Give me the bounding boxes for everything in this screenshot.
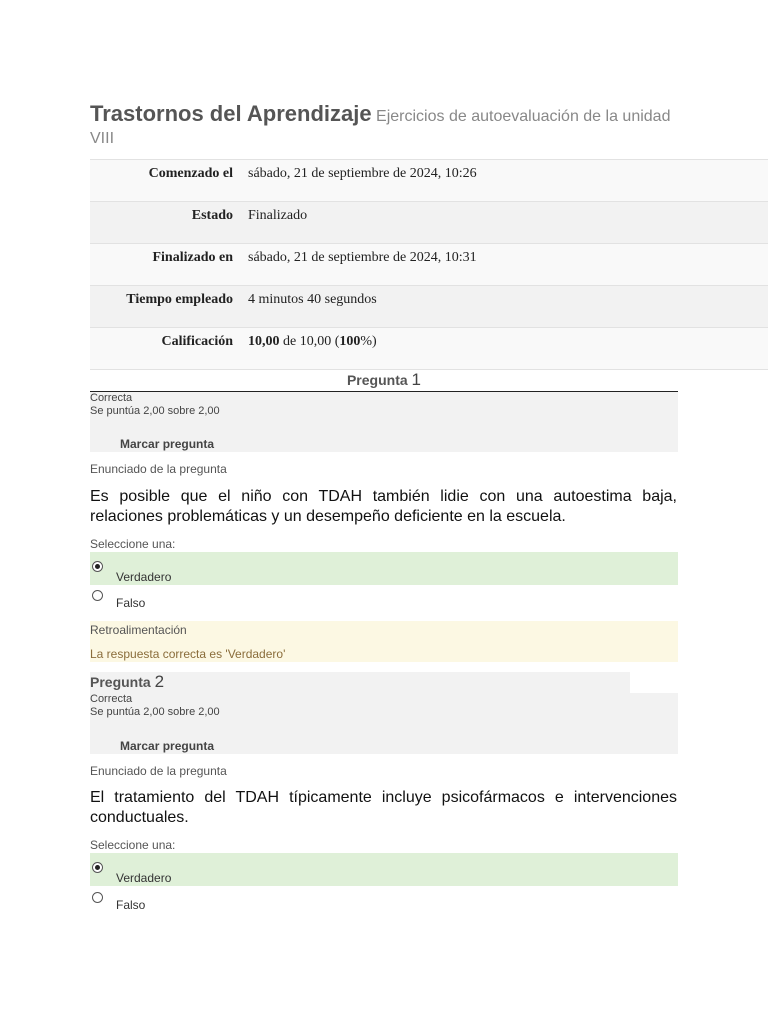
answer-option-true[interactable] xyxy=(90,552,678,585)
summary-label: Tiempo empleado xyxy=(126,292,233,307)
flag-question-button[interactable]: Marcar pregunta xyxy=(120,437,215,451)
question-stem-label: Enunciado de la pregunta xyxy=(90,462,227,476)
question-label: Pregunta 2 xyxy=(90,672,165,691)
summary-row-state xyxy=(90,202,768,244)
question-text: El tratamiento del TDAH típicamente incluye psicofármacos e intervenciones conductuales. xyxy=(90,789,677,826)
radio-selected-icon[interactable] xyxy=(92,561,103,572)
question-text: Es posible que el niño con TDAH también lidie con una autoestima baja, relaciones problemáticas y un desempeño deficiente en la escuela. xyxy=(90,488,677,525)
option-label: Falso xyxy=(116,898,146,912)
question-status: Correcta xyxy=(90,392,133,404)
quiz-subtitle: Ejercicios de autoevaluación de la unidad VIII xyxy=(90,108,671,147)
question-number: 2 xyxy=(154,672,165,691)
answer-option-true[interactable] xyxy=(90,853,678,886)
grade-end: %) xyxy=(360,334,377,349)
option-label: Falso xyxy=(116,596,146,610)
feedback-box xyxy=(90,621,678,662)
summary-row-started xyxy=(90,160,768,202)
answer-option-false[interactable] xyxy=(90,585,678,618)
summary-row-finished xyxy=(90,244,768,286)
radio-unselected-icon[interactable] xyxy=(92,590,103,601)
summary-row-grade xyxy=(90,328,768,370)
question-label: Pregunta 1 xyxy=(346,370,422,389)
option-label: Verdadero xyxy=(116,871,172,885)
question-1-header xyxy=(90,370,678,392)
answer-option-false[interactable] xyxy=(90,887,678,920)
question-number: 1 xyxy=(411,370,422,389)
attempt-summary-table xyxy=(90,159,768,370)
grade-of: de 10,00 ( xyxy=(279,334,340,349)
radio-unselected-icon[interactable] xyxy=(92,892,103,903)
summary-label: Finalizado en xyxy=(152,250,233,265)
summary-label: Estado xyxy=(191,208,233,223)
option-label: Verdadero xyxy=(116,570,172,584)
flag-question-button[interactable]: Marcar pregunta xyxy=(120,739,215,753)
summary-value: Finalizado xyxy=(248,208,308,223)
summary-value: 4 minutos 40 segundos xyxy=(248,292,377,307)
summary-label: Calificación xyxy=(161,334,233,349)
page-title xyxy=(90,103,690,150)
summary-label: Comenzado el xyxy=(148,166,233,181)
question-2-header xyxy=(90,672,630,693)
grade-score: 10,00 xyxy=(248,334,280,349)
course-title: Trastornos del Aprendizaje xyxy=(90,101,372,126)
question-points: Se puntúa 2,00 sobre 2,00 xyxy=(90,706,220,718)
grade-value xyxy=(233,328,377,369)
question-2-info xyxy=(90,693,678,754)
grade-percent: 100 xyxy=(339,334,361,349)
question-status: Correcta xyxy=(90,693,133,705)
summary-value: sábado, 21 de septiembre de 2024, 10:26 xyxy=(248,166,477,181)
question-points: Se puntúa 2,00 sobre 2,00 xyxy=(90,405,220,417)
summary-value: sábado, 21 de septiembre de 2024, 10:31 xyxy=(248,250,477,265)
feedback-label: Retroalimentación xyxy=(90,623,187,637)
feedback-text: La respuesta correcta es 'Verdadero' xyxy=(90,647,286,661)
question-1-info xyxy=(90,392,678,452)
select-one-label: Seleccione una: xyxy=(90,838,176,852)
select-one-label: Seleccione una: xyxy=(90,537,176,551)
summary-row-time xyxy=(90,286,768,328)
question-stem-label: Enunciado de la pregunta xyxy=(90,764,227,778)
radio-selected-icon[interactable] xyxy=(92,862,103,873)
